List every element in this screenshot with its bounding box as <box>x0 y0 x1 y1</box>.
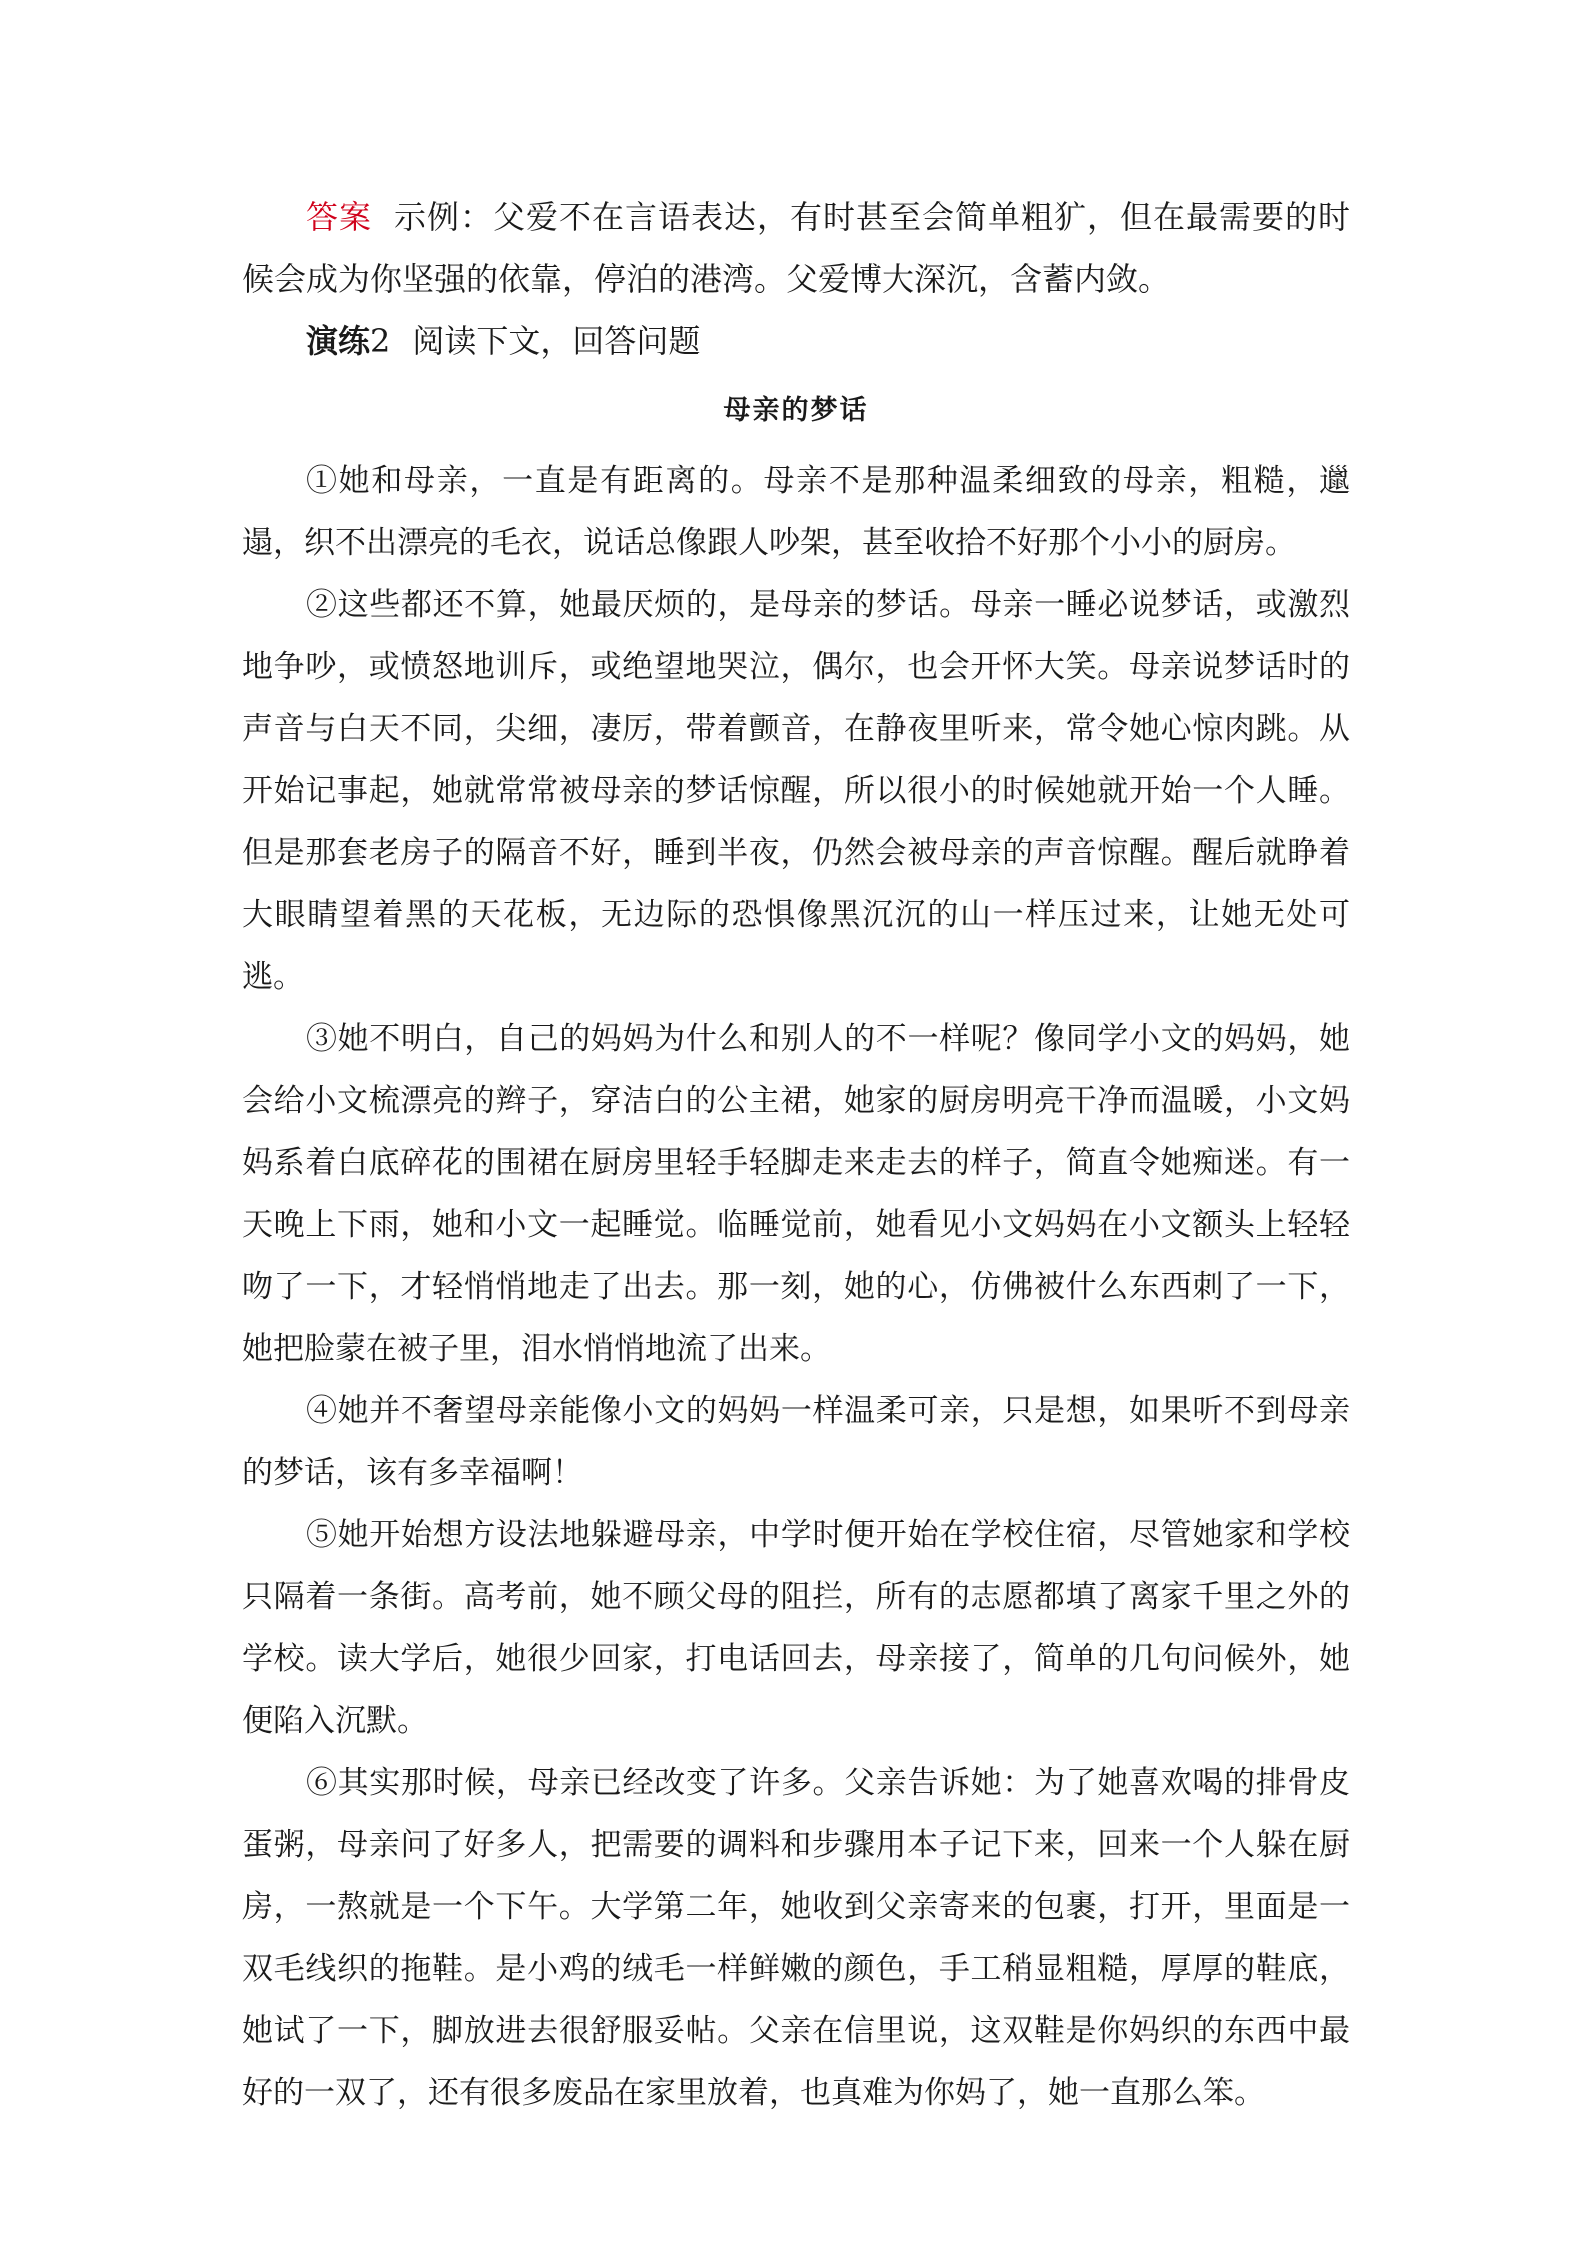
answer-block <box>242 186 1350 310</box>
answer-text: 示例：父爱不在言语表达，有时甚至会简单粗犷，但在最需要的时候会成为你坚强的依靠，停泊的港湾。父爱博大深沉，含蓄内敛。 <box>242 198 1350 298</box>
article-paragraph-5: ⑤她开始想方设法地躲避母亲，中学时便开始在学校住宿，尽管她家和学校只隔着一条街。高考前，她不顾父母的阻拦，所有的志愿都填了离家千里之外的学校。读大学后，她很少回家，打电话回去，母亲接了，简单的几句问候外，她便陷入沉默。 <box>242 1517 1350 1739</box>
exercise-instruction: 阅读下文，回答问题 <box>412 322 701 360</box>
article-title: 母亲的梦话 <box>723 395 869 426</box>
answer-label: 答案 <box>306 198 372 236</box>
document-content <box>242 186 1350 2124</box>
article-paragraph-4: ④她并不奢望母亲能像小文的妈妈一样温柔可亲，只是想，如果听不到母亲的梦话，该有多幸福啊！ <box>242 1393 1350 1491</box>
article-paragraph-6: ⑥其实那时候，母亲已经改变了许多。父亲告诉她：为了她喜欢喝的排骨皮蛋粥，母亲问了好多人，把需要的调料和步骤用本子记下来，回来一个人躲在厨房，一熬就是一个下午。大学第二年，她收到父亲寄来的包裹，打开，里面是一双毛线织的拖鞋。是小鸡的绒毛一样鲜嫩的颜色，手工稍显粗糙，厚厚的鞋底，她试了一下，脚放进去很舒服妥帖。父亲在信里说，这双鞋是你妈织的东西中最好的一双了，还有很多废品在家里放着，也真难为你妈了，她一直那么笨。 <box>242 1765 1350 2111</box>
exercise-label: 演练 <box>306 322 371 360</box>
article-paragraph-1: ①她和母亲，一直是有距离的。母亲不是那种温柔细致的母亲，粗糙，邋遢，织不出漂亮的毛衣，说话总像跟人吵架，甚至收拾不好那个小小的厨房。 <box>242 463 1350 561</box>
article-paragraph-3: ③她不明白，自己的妈妈为什么和别人的不一样呢？像同学小文的妈妈，她会给小文梳漂亮的辫子，穿洁白的公主裙，她家的厨房明亮干净而温暖，小文妈妈系着白底碎花的围裙在厨房里轻手轻脚走来走去的样子，简直令她痴迷。有一天晚上下雨，她和小文一起睡觉。临睡觉前，她看见小文妈妈在小文额头上轻轻吻了一下，才轻悄悄地走了出去。那一刻，她的心，仿佛被什么东西刺了一下，她把脸蒙在被子里，泪水悄悄地流了出来。 <box>242 1021 1350 1367</box>
exercise-number: 2 <box>370 322 391 360</box>
article-paragraph-2: ②这些都还不算，她最厌烦的，是母亲的梦话。母亲一睡必说梦话，或激烈地争吵，或愤怒地训斥，或绝望地哭泣，偶尔，也会开怀大笑。母亲说梦话时的声音与白天不同，尖细，凄厉，带着颤音，在静夜里听来，常令她心惊肉跳。从开始记事起，她就常常被母亲的梦话惊醒，所以很小的时候她就开始一个人睡。但是那套老房子的隔音不好，睡到半夜，仍然会被母亲的声音惊醒。醒后就睁着大眼睛望着黑的天花板，无边际的恐惧像黑沉沉的山一样压过来，让她无处可逃。 <box>242 587 1350 995</box>
exercise-heading <box>242 310 1350 372</box>
